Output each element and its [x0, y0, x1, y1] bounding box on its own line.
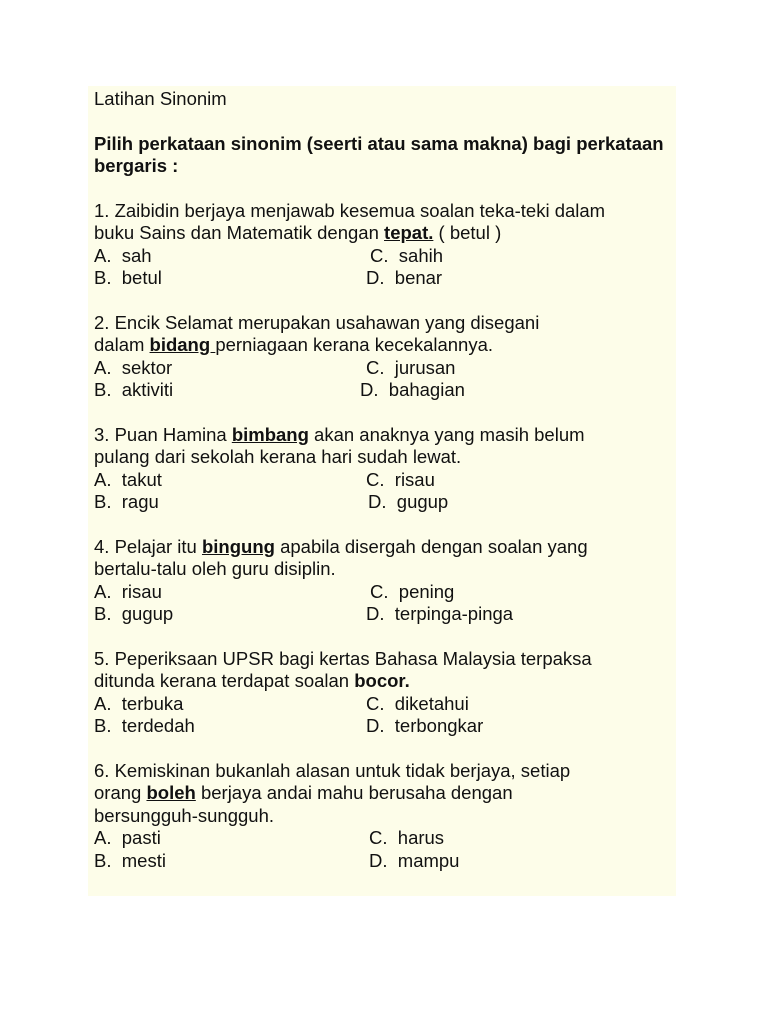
option-b: B. aktiviti — [94, 379, 174, 401]
option-c: C. jurusan — [366, 356, 456, 378]
option-b: B. ragu — [94, 491, 159, 513]
options-row-2 — [94, 715, 694, 737]
question-text: Zaibidin berjaya menjawab kesemua soalan teka-teki dalam — [109, 200, 606, 221]
question-text: orang — [94, 782, 147, 804]
option-a: A. risau — [94, 580, 162, 602]
question-text: Pelajar itu — [109, 535, 202, 557]
question-text: Kemiskinan bukanlah alasan untuk tidak berjaya, setiap — [109, 759, 571, 781]
question-text: dalam — [94, 334, 150, 356]
instruction-text: Pilih perkataan sinonim (seerti atau sama makna) bagi perkataan bergaris : — [94, 132, 664, 177]
question-4 — [94, 536, 694, 626]
question-text: buku Sains dan Matematik dengan — [94, 222, 385, 244]
question-text: berjaya andai mahu berusaha dengan — [195, 782, 513, 804]
option-b: B. betul — [94, 267, 162, 289]
question-1 — [94, 200, 694, 290]
question-2 — [94, 312, 694, 402]
options-row-2 — [94, 603, 694, 625]
question-text: akan anaknya yang masih belum — [308, 423, 585, 445]
options-row-1 — [94, 357, 694, 379]
question-number: 2. — [94, 311, 110, 333]
question-5-line-1 — [94, 648, 694, 670]
question-number: 6. — [94, 759, 110, 781]
option-d: D. terpinga-pinga — [366, 603, 514, 625]
underlined-keyword: tepat. — [384, 222, 434, 244]
bold-keyword: bocor. — [354, 670, 410, 692]
question-6-line-3: bersungguh-sungguh. — [94, 804, 275, 826]
question-1-line-2 — [94, 222, 694, 244]
options-row-2 — [94, 491, 694, 513]
options-row-2 — [94, 850, 694, 872]
option-c: C. risau — [366, 468, 435, 490]
options-row-2 — [94, 379, 694, 401]
option-b: B. mesti — [94, 849, 166, 871]
worksheet-content — [94, 88, 694, 894]
underlined-keyword: bimbang — [231, 423, 309, 445]
option-d: D. benar — [366, 267, 443, 289]
option-a: A. sektor — [94, 356, 173, 378]
option-b: B. gugup — [94, 603, 174, 625]
question-number: 3. — [94, 423, 110, 445]
page-title: Latihan Sinonim — [94, 88, 227, 109]
option-d: D. bahagian — [360, 379, 465, 401]
option-c: C. diketahui — [366, 692, 469, 714]
question-6-line-2 — [94, 782, 694, 804]
options-row-1 — [94, 469, 694, 491]
option-a: A. terbuka — [94, 692, 184, 714]
option-d: D. terbongkar — [366, 715, 484, 737]
underlined-keyword: boleh — [146, 782, 196, 804]
question-number: 5. — [94, 647, 110, 669]
option-a: A. takut — [94, 468, 162, 490]
option-c: C. harus — [369, 827, 445, 849]
question-3-line-1 — [94, 424, 694, 446]
question-4-line-2: bertalu-talu oleh guru disiplin. — [94, 558, 336, 580]
question-5 — [94, 648, 694, 738]
question-text: ditunda kerana terdapat soalan — [94, 670, 355, 692]
options-row-1 — [94, 581, 694, 603]
question-text: apabila disergah dengan soalan yang — [274, 535, 588, 557]
question-6 — [94, 760, 694, 872]
question-text: Peperiksaan UPSR bagi kertas Bahasa Malaysia terpaksa — [109, 647, 592, 669]
question-3 — [94, 424, 694, 514]
options-row-1 — [94, 245, 694, 267]
question-number: 4. — [94, 535, 110, 557]
question-text: ( betul ) — [433, 222, 502, 244]
option-a: A. pasti — [94, 827, 161, 849]
question-text: Encik Selamat merupakan usahawan yang disegani — [109, 311, 540, 333]
question-2-line-2 — [94, 334, 694, 356]
question-text: Puan Hamina — [109, 423, 232, 445]
question-4-line-1 — [94, 536, 694, 558]
options-row-1 — [94, 827, 694, 849]
option-d: D. gugup — [368, 491, 449, 513]
options-row-2 — [94, 267, 694, 289]
underlined-keyword: bingung — [201, 535, 275, 557]
underlined-keyword: bidang — [149, 334, 216, 356]
option-d: D. mampu — [369, 849, 460, 871]
option-c: C. sahih — [370, 244, 444, 266]
question-number: 1. — [94, 200, 110, 221]
option-c: C. pening — [370, 580, 455, 602]
question-3-line-2: pulang dari sekolah kerana hari sudah lewat. — [94, 446, 462, 468]
question-6-line-1 — [94, 760, 694, 782]
question-text: perniagaan kerana kecekalannya. — [215, 334, 494, 356]
question-1-line-1 — [94, 200, 694, 222]
question-5-line-2 — [94, 670, 694, 692]
question-2-line-1 — [94, 312, 694, 334]
option-a: A. sah — [94, 244, 152, 266]
option-b: B. terdedah — [94, 715, 195, 737]
options-row-1 — [94, 693, 694, 715]
